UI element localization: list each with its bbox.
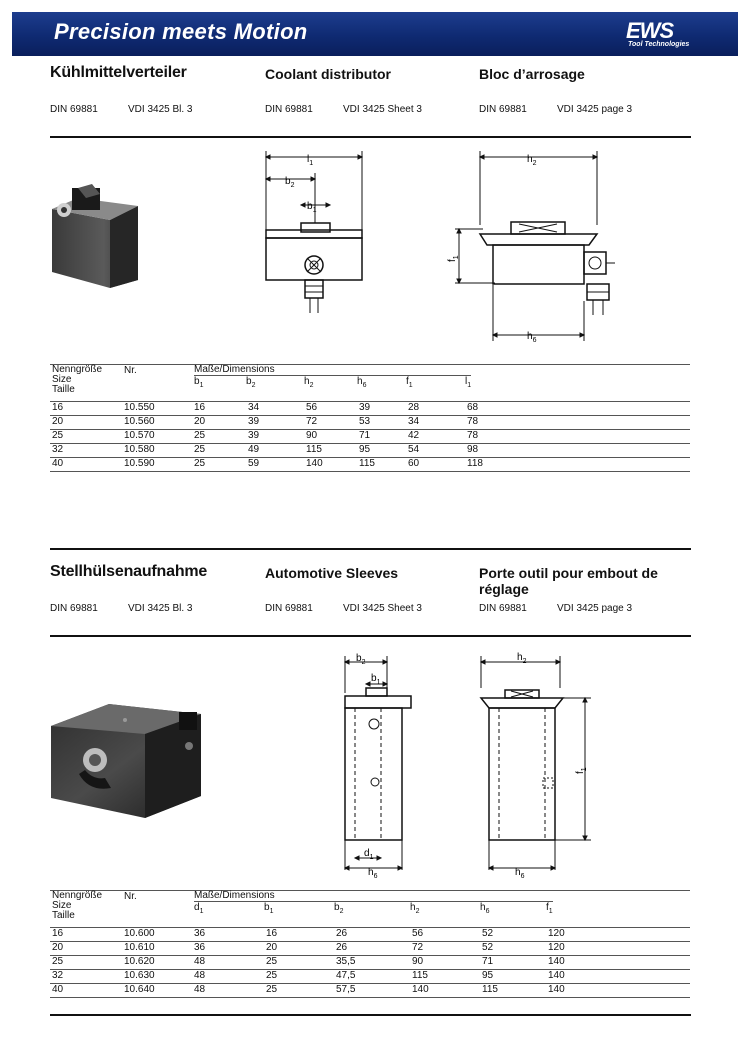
cell-h2: 72 (304, 416, 357, 430)
section2-norm-de-din: DIN 69881 (50, 603, 98, 614)
cell-b1: 16 (264, 928, 334, 942)
dim-label-b1: $b_1$ (307, 201, 317, 214)
header-banner (12, 12, 738, 56)
section2-title-fr-line2: réglage (479, 581, 529, 597)
cell-nr: 10.580 (122, 444, 192, 458)
section2-norm-de-vdi: VDI 3425 Bl. 3 (128, 603, 193, 614)
dim-label-d1: $d_1$ (364, 848, 374, 861)
cell-h6: 71 (357, 430, 406, 444)
cell-b1: 25 (264, 984, 334, 998)
col-head-h2: $h_2$ (410, 902, 480, 919)
cell-h6: 39 (357, 402, 406, 416)
section2-title-de: Stellhülsenaufnahme (50, 563, 208, 580)
cell-size: 32 (50, 444, 122, 458)
cell-h6: 53 (357, 416, 406, 430)
table-row (50, 956, 690, 970)
logo-mark: EWS (626, 18, 674, 43)
dim-label-h6: $h_6$ (515, 867, 525, 878)
dim-label-h6: $h_6$ (368, 867, 378, 878)
cell-nr: 10.550 (122, 402, 192, 416)
cell-nr: 10.590 (122, 458, 192, 472)
section1-norm-fr-vdi: VDI 3425 page 3 (557, 104, 633, 115)
cell-b1: 25 (264, 970, 334, 984)
cell-nr: 10.560 (122, 416, 192, 430)
cell-f1: 140 (546, 970, 690, 984)
col-head-d1: $d_1$ (194, 902, 264, 919)
cell-f1: 140 (546, 956, 690, 970)
cell-b1: 20 (264, 942, 334, 956)
cell-b2: 34 (246, 402, 304, 416)
cell-d1: 48 (192, 956, 264, 970)
cell-b2: 59 (246, 458, 304, 472)
col-head-h2: $h_2$ (304, 376, 357, 393)
cell-b1: 25 (192, 444, 246, 458)
logo-subtitle: Tool Technologies (628, 41, 690, 48)
cell-f1: 140 (546, 984, 690, 998)
cell-b2: 57,5 (334, 984, 410, 998)
bottom-rule (50, 1014, 691, 1016)
table-row (50, 942, 690, 956)
cell-b2: 49 (246, 444, 304, 458)
cell-f1: 34 (406, 416, 465, 430)
cell-f1: 54 (406, 444, 465, 458)
section1-side-view-drawing (445, 145, 620, 345)
section1-norm-de-din: DIN 69881 (50, 104, 98, 115)
col-head-f1: $f_1$ (406, 376, 465, 393)
cell-size: 32 (50, 970, 122, 984)
section2-norm-fr-din: DIN 69881 (479, 603, 527, 614)
table-head-nr: Nr. (122, 891, 192, 928)
table-row (50, 402, 690, 416)
cell-f1: 42 (406, 430, 465, 444)
cell-b1: 25 (192, 458, 246, 472)
section1-title-de: Kühlmittelverteiler (50, 64, 187, 81)
dim-label-l1: $l_1$ (307, 154, 314, 167)
cell-h6: 95 (357, 444, 406, 458)
cell-h6: 95 (480, 970, 546, 984)
cell-h2: 115 (304, 444, 357, 458)
cell-b1: 16 (192, 402, 246, 416)
cell-b1: 25 (264, 956, 334, 970)
cell-nr: 10.610 (122, 942, 192, 956)
table-row (50, 416, 690, 430)
cell-size: 25 (50, 430, 122, 444)
cell-b2: 47,5 (334, 970, 410, 984)
section2-norm-en-vdi: VDI 3425 Sheet 3 (343, 603, 422, 614)
section1-norm-en-din: DIN 69881 (265, 104, 313, 115)
section2-norm-fr-vdi: VDI 3425 page 3 (557, 603, 633, 614)
cell-b1: 25 (192, 430, 246, 444)
col-head-h6: $h_6$ (480, 902, 546, 919)
cell-size: 16 (50, 928, 122, 942)
section1-front-view-drawing (255, 145, 375, 320)
col-head-l1: $l_1$ (465, 376, 471, 393)
cell-nr: 10.630 (122, 970, 192, 984)
cell-size: 25 (50, 956, 122, 970)
cell-l1: 78 (465, 416, 690, 430)
table-head-size: Nenngröße Size Taille (50, 365, 122, 402)
cell-l1: 78 (465, 430, 690, 444)
section2-front-view-drawing (330, 648, 430, 878)
col-head-b1: $b_1$ (264, 902, 334, 919)
cell-h2: 56 (410, 928, 480, 942)
ews-logo (626, 18, 700, 52)
banner-title: Precision meets Motion (54, 19, 308, 44)
cell-h6: 71 (480, 956, 546, 970)
section1-norm-en-vdi: VDI 3425 Sheet 3 (343, 104, 422, 115)
table-row (50, 444, 690, 458)
cell-f1: 60 (406, 458, 465, 472)
table-head-nr: Nr. (122, 365, 192, 402)
table-row (50, 430, 690, 444)
table-head-size: Nenngröße Size Taille (50, 891, 122, 928)
section2-mid-rule (50, 635, 691, 637)
section2-side-view-drawing (465, 648, 600, 878)
cell-size: 16 (50, 402, 122, 416)
cell-h6: 115 (357, 458, 406, 472)
cell-b1: 20 (192, 416, 246, 430)
dim-label-b2: $b_2$ (285, 176, 295, 189)
cell-l1: 98 (465, 444, 690, 458)
cell-nr: 10.640 (122, 984, 192, 998)
cell-size: 40 (50, 458, 122, 472)
cell-nr: 10.600 (122, 928, 192, 942)
col-head-b1: $b_1$ (194, 376, 246, 393)
section1-title-fr: Bloc d’arrosage (479, 66, 585, 82)
cell-h2: 115 (410, 970, 480, 984)
section2-top-rule (50, 548, 691, 550)
section2-title-en: Automotive Sleeves (265, 565, 399, 581)
table-header-row (50, 891, 690, 928)
col-head-b2: $b_2$ (246, 376, 304, 393)
cell-b2: 39 (246, 416, 304, 430)
cell-h2: 56 (304, 402, 357, 416)
cell-h6: 52 (480, 928, 546, 942)
table-row (50, 458, 690, 472)
cell-b2: 26 (334, 942, 410, 956)
cell-size: 20 (50, 942, 122, 956)
section1-dimensions-table (50, 364, 690, 472)
cell-f1: 120 (546, 942, 690, 956)
cell-d1: 36 (192, 942, 264, 956)
table-row (50, 928, 690, 942)
col-head-b2: $b_2$ (334, 902, 410, 919)
section1-norm-fr-din: DIN 69881 (479, 104, 527, 115)
cell-nr: 10.620 (122, 956, 192, 970)
section1-norm-de-vdi: VDI 3425 Bl. 3 (128, 104, 193, 115)
cell-b2: 39 (246, 430, 304, 444)
cell-h6: 52 (480, 942, 546, 956)
cell-h6: 115 (480, 984, 546, 998)
cell-d1: 48 (192, 970, 264, 984)
cell-size: 20 (50, 416, 122, 430)
cell-size: 40 (50, 984, 122, 998)
coolant-distributor-photo (48, 184, 143, 290)
dim-label-h6: $h_6$ (527, 331, 537, 344)
dim-label-h2: $h_2$ (527, 154, 537, 167)
cell-h2: 140 (410, 984, 480, 998)
cell-f1: 120 (546, 928, 690, 942)
cell-h2: 90 (410, 956, 480, 970)
cell-f1: 28 (406, 402, 465, 416)
dim-label-b2: $b_2$ (356, 653, 366, 666)
dim-label-b1: $b_1$ (371, 673, 381, 686)
table-row (50, 984, 690, 998)
cell-d1: 36 (192, 928, 264, 942)
cell-nr: 10.570 (122, 430, 192, 444)
dim-label-f1: $f_1$ (447, 255, 460, 262)
section2-norm-en-din: DIN 69881 (265, 603, 313, 614)
table-row (50, 970, 690, 984)
cell-d1: 48 (192, 984, 264, 998)
table-head-dims: Maße/Dimensions $b_1$ $b_2$ $h_2$ $h_6$ $f_1$ $l_1$ (192, 365, 690, 402)
cell-h2: 72 (410, 942, 480, 956)
cell-h2: 90 (304, 430, 357, 444)
cell-b2: 26 (334, 928, 410, 942)
cell-h2: 140 (304, 458, 357, 472)
table-header-row (50, 365, 690, 402)
dim-label-f1: $f_1$ (575, 767, 588, 774)
section1-top-rule (50, 136, 691, 138)
section2-dimensions-table (50, 890, 690, 998)
col-head-f1: $f_1$ (546, 902, 553, 919)
dim-label-h2: $h_2$ (517, 652, 527, 665)
cell-l1: 68 (465, 402, 690, 416)
cell-l1: 118 (465, 458, 690, 472)
section1-title-en: Coolant distributor (265, 66, 391, 82)
col-head-h6: $h_6$ (357, 376, 406, 393)
section2-title-fr-line1: Porte outil pour embout de (479, 565, 658, 581)
cell-b2: 35,5 (334, 956, 410, 970)
table-head-dims: Maße/Dimensions $d_1$ $b_1$ $b_2$ $h_2$ $h_6$ $f_1$ (192, 891, 690, 928)
automotive-sleeve-holder-photo (49, 696, 204, 821)
